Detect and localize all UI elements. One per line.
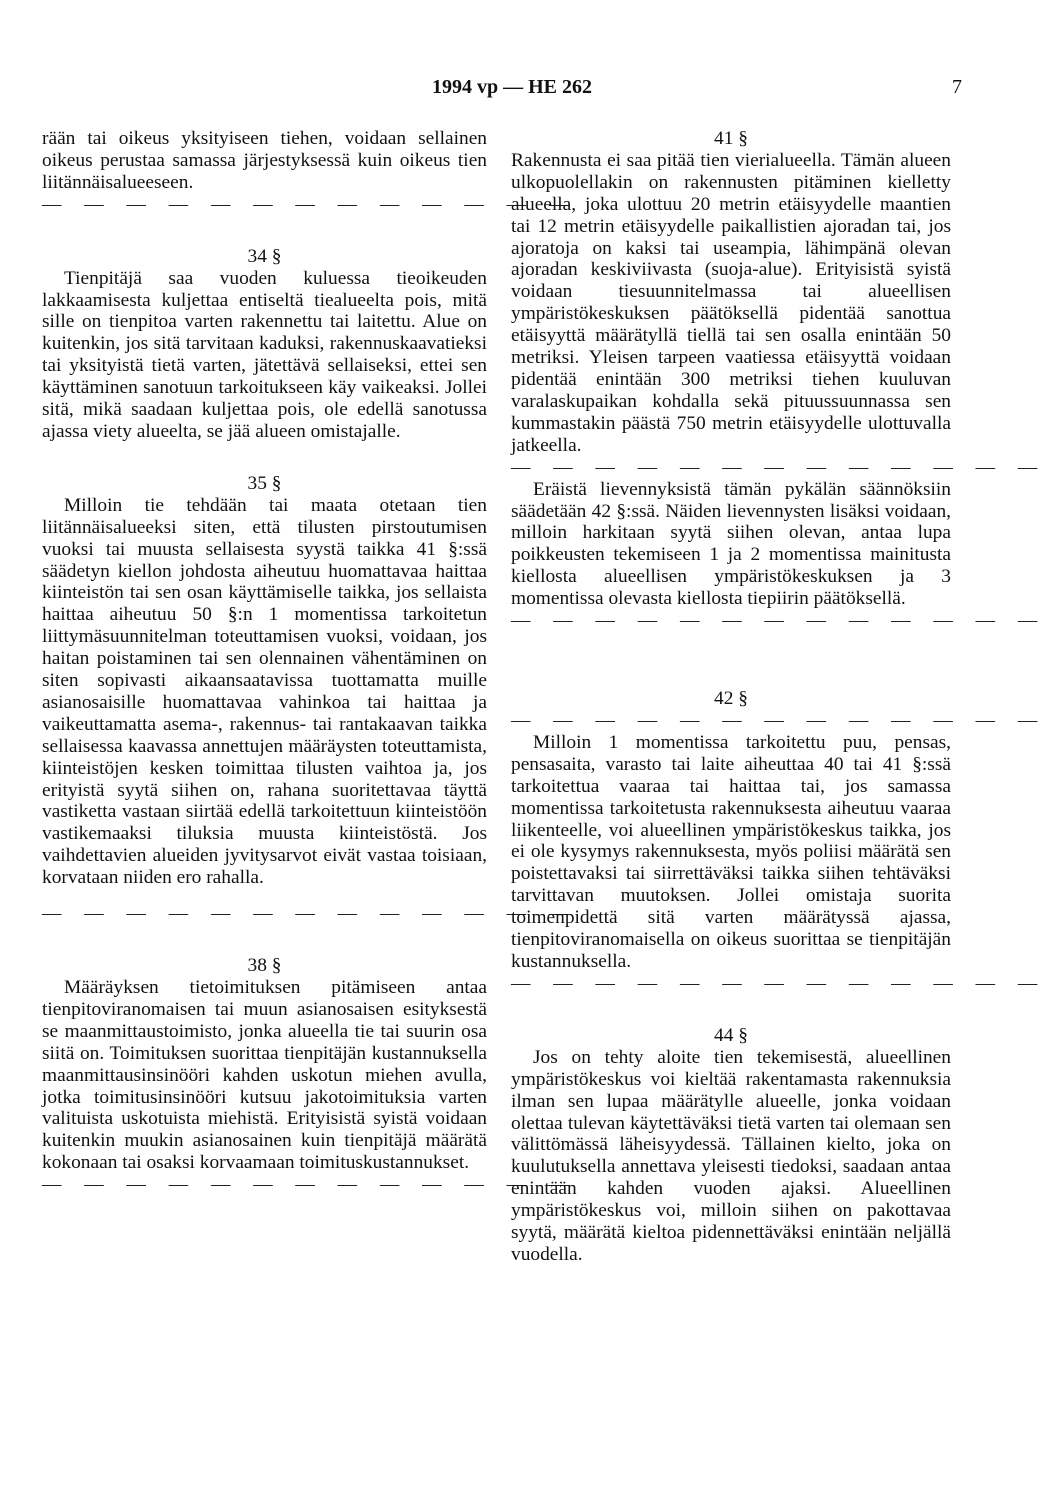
omission-dashes: — — — — — — — — — — — — — <box>42 1174 578 1196</box>
section-heading-34: 34 § <box>247 245 282 267</box>
omission-dashes: — — — — — — — — — — — — — <box>511 610 1046 632</box>
omission-dashes: — — — — — — — — — — — — — <box>42 193 578 215</box>
left-column <box>42 128 578 1196</box>
section-heading-44: 44 § <box>714 1024 748 1046</box>
section-41-text-2: Eräistä lievennyksistä tämän pykälän säännöksiin säädetään 42 §:ssä. Näiden lievennysten lisäksi voidaan, milloin harkitaan syytä siihen olevan, antaa lupa poikkeusten tekemiseen 1 ja 2 momentissa mainitusta kiellosta alueellisen ympäristökeskuksen ja 3 momentissa olevasta kiellosta tiepiirin päätöksellä. <box>511 478 951 610</box>
section-34-text: Tienpitäjä saa vuoden kuluessa tieoikeuden lakkaamisesta kuljettaa entiseltä tiealueelta pois, mitä sille on tienpitoa varten rakennettu tai laitettu. Alue on kuitenkin, jos sitä tarvitaan kaduksi, rakennuskaavatieksi tai yksityistä tietä varten, jätettävä sellaiseksi, ettei sen käyttäminen sanotuun tarkoitukseen käy vaikeaksi. Jollei sitä, mikä saadaan kuljettaa pois, ole edellä sanotussa ajassa viety alueelta, se jää alueen omistajalle. <box>42 267 487 442</box>
omission-dashes: — — — — — — — — — — — — — <box>511 709 1046 731</box>
section-35-text: Milloin tie tehdään tai maata otetaan tien liitännäisalueeksi siten, että tilusten pirstoutumisen vuoksi tai muusta sellaisesta syystä taikka 41 §:ssä säädetyn kiellon johdosta aiheutuu huomattavaa haittaa kiinteistön tai sen osan käyttämiselle taikka, jos sellaista haittaa aiheutuu 50 §:n 1 momentissa tarkoitetun liittymäsuunnitelman toteuttamisen vuoksi, voidaan, jos haitan poistaminen tai sen olennainen vähentäminen on siten sopivasti aikaansaatavissa tuottamatta muille asianosaisille huomattavaa vahinkoa tai haittaa ja vaikeuttamatta asema-, rakennus- tai rantakaavan taikka sellaisessa kaavassa annettujen määräysten toteuttamista, kiinteistöjen kesken toimittaa tilusten vaihtoa ja, jos erityistä syytä siihen on, rahana suoritettavaa täyttä vastiketta vastaan siirtää edellä tarkoitettuun kiinteistöön vastikemaaksi tiluksia muusta kiinteistöstä. Jos vaihdettavien alueiden jyvitysarvot eivät vastaa toisiaan, korvataan niiden ero rahalla. <box>42 494 487 889</box>
section-42-text: Milloin 1 momentissa tarkoitettu puu, pensas, pensasaita, varasto tai laite aiheuttaa 40 tai 41 §:ssä tarkoitettua vaaraa tai haittaa tai, jos samassa momentissa tarkoitetusta rakennuksesta aiheutuu vaaraa liikenteelle, voi alueellinen ympäristökeskus taikka, jos ei ole kysymys rakennuksesta, myös poliisi määrätä sen poistettavaksi tai siirrettäväksi taikka siihen tehtäväksi tarvittavan muutoksen. Jollei omistaja suorita toimenpidettä sitä varten määrätyssä ajassa, tienpitoviranomaisella on oikeus suorittaa se tienpitäjän kustannuksella. <box>511 731 951 972</box>
omission-dashes: — — — — — — — — — — — — — <box>42 903 578 925</box>
section-41-text: Rakennusta ei saa pitää tien vierialueella. Tämän alueen ulkopuolellakin on rakennusten pitäminen kielletty alueella, joka ulottuu 20 metrin etäisyydelle maantien tai 12 metrin etäisyydelle paikallistien ajoradan tai, jos ajoratoja on kaksi tai useampia, lähimpänä olevan ajoradan keskiviivasta (suoja-alue). Erityisistä syistä voidaan tiesuunnitelmassa tai alueellisen ympäristökeskuksen päätöksellä pidentää sanottua etäisyyttä määrätyllä tiellä tai sen osalla enintään 50 metriksi. Yleisen tarpeen vaatiessa etäisyyttä voidaan pidentää enintään 300 metriksi tiehen kuuluvan varalaskupaikan kohdalla sekä pituussuunnassa sen kummastakin päästä 750 metrin etäisyydelle ulottuvalla jatkeella. <box>511 149 951 456</box>
section-heading-38: 38 § <box>247 955 282 977</box>
section-heading-41: 41 § <box>714 128 748 149</box>
section-heading-35: 35 § <box>247 472 282 494</box>
omission-dashes: — — — — — — — — — — — — — <box>511 456 1046 478</box>
right-column <box>511 128 1046 1266</box>
section-heading-42: 42 § <box>714 688 748 710</box>
document-title: 1994 vp — HE 262 <box>431 76 593 98</box>
section-38-text: Määräyksen tietoimituksen pitämiseen antaa tienpitoviranomaisen tai muun asianosaisen esityksestä se maanmittaustoimisto, jonka alueella tie tai suurin osa siitä on. Toimituksen suorittaa tienpitäjän kustannuksella maanmittausinsinööri kahden uskotun miehen avulla, jotka toimitusinsinööri kutsuu jakotoimituksia varten valituista uskotuista miehistä. Erityisistä syistä voidaan kuitenkin muukin asianosainen kuin tienpitäjä määrätä kokonaan tai osaksi korvaamaan toimituskustannukset. <box>42 977 487 1174</box>
omission-dashes: — — — — — — — — — — — — — <box>511 972 1046 994</box>
intro-paragraph: rään tai oikeus yksityiseen tiehen, voidaan sellainen oikeus perustaa samassa järjestyksessä kuin oikeus tien liitännäisalueeseen. <box>42 128 487 193</box>
section-44-text: Jos on tehty aloite tien tekemisestä, alueellinen ympäristökeskus voi kieltää rakentamasta rakennuksia ilman sen lupaa määrätylle alueelle, jonka voidaan olettaa tulevan käytettäväksi tietä varten tai olemaan sen välittömässä läheisyydessä. Tällainen kielto, joka on kuulutuksella annettava yleisesti tiedoksi, saadaan antaa enintään kahden vuoden ajaksi. Alueellinen ympäristökeskus voi, milloin siihen on pakottavaa syytä, määrätä kieltoa pidennettäväksi enintään neljällä vuodella. <box>511 1046 951 1265</box>
page-number: 7 <box>952 76 962 98</box>
page-header <box>0 76 1024 106</box>
